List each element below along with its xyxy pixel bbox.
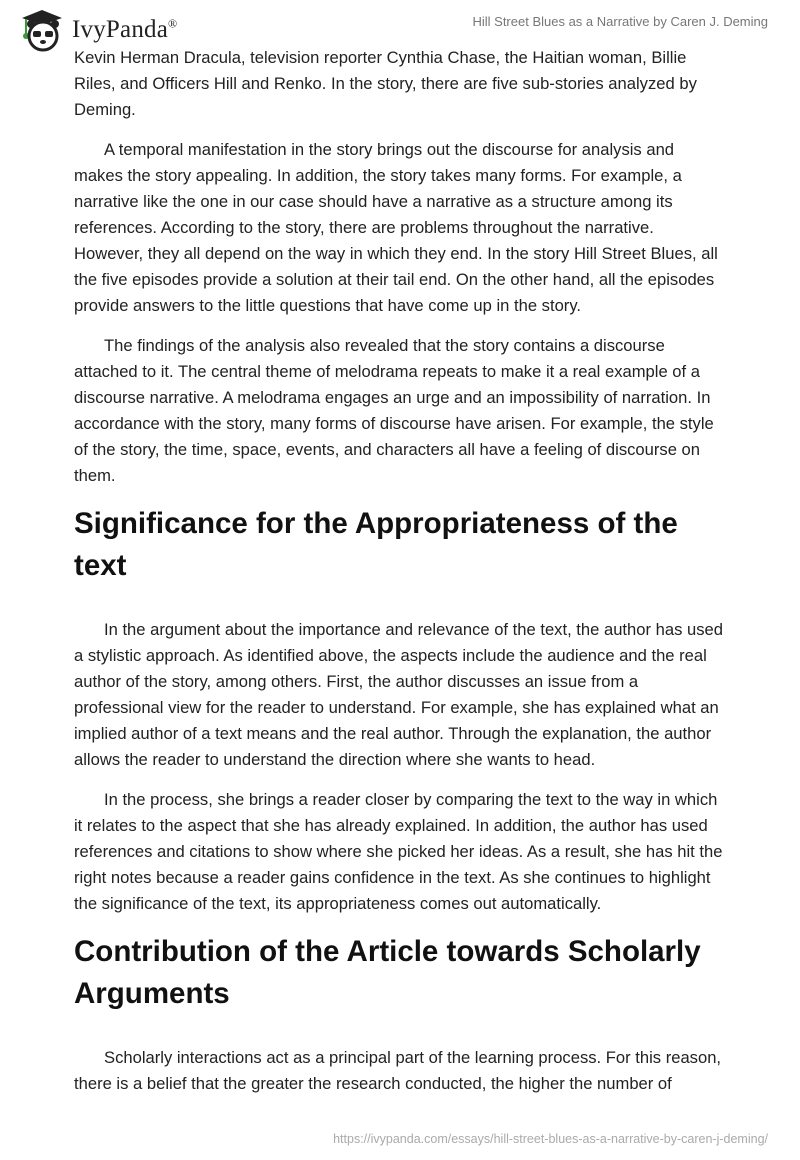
page-header <box>0 0 800 50</box>
section-heading: Significance for the Appropriateness of the text <box>74 507 678 582</box>
section-heading: Contribution of the Article towards Scholarly Arguments <box>74 935 701 1010</box>
paragraph: Scholarly interactions act as a principal part of the learning process. For this reason, there is a belief that the greater the research conducted, the higher the number of <box>74 1048 722 1093</box>
brand-name: IvyPanda® <box>72 16 178 43</box>
essay-body <box>74 45 724 1111</box>
paragraph: A temporal manifestation in the story brings out the discourse for analysis and makes the story appealing. In addition, the story takes many forms. For example, a narrative like the one in our case should have a narrative as a structure among its references. According to the story, there are problems throughout the narrative. However, they all depend on the way in which they end. In the story Hill Street Blues, all the five episodes provide a solution at their tail end. On the other hand, all the episodes provide answers to the little questions that have come up in the story. <box>74 140 718 315</box>
paragraph: In the process, she brings a reader closer by comparing the text to the way in which it relates to the aspect that she has already explained. In addition, the author has used references and citations to show where she picked her ideas. As a result, she has hit the right notes because a reader gains confidence in the text. As she continues to highlight the significance of the text, its appropriateness comes out automatically. <box>74 790 723 913</box>
panda-graduate-icon <box>18 8 66 52</box>
document-title: Hill Street Blues as a Narrative by Caren J. Deming <box>472 14 768 29</box>
paragraph: In the argument about the importance and relevance of the text, the author has used a stylistic approach. As identified above, the aspects include the audience and the real author of the story, among others. First, the author discusses an issue from a professional view for the reader to understand. For example, she has explained what an implied author of a text means and the real author. Through the explanation, the author allows the reader to understand the direction where she wants to head. <box>74 620 723 769</box>
paragraph: Kevin Herman Dracula, television reporter Cynthia Chase, the Haitian woman, Billie Riles, and Officers Hill and Renko. In the story, there are five sub-stories analyzed by Deming. <box>74 48 697 119</box>
source-url[interactable]: https://ivypanda.com/essays/hill-street-blues-as-a-narrative-by-caren-j-deming/ <box>333 1132 768 1146</box>
paragraph: The findings of the analysis also revealed that the story contains a discourse attached to it. The central theme of melodrama repeats to make it a real example of a discourse narrative. A melodrama engages an urge and an impossibility of narration. In accordance with the story, many forms of discourse have arisen. For example, the style of the story, the time, space, events, and characters all have a feeling of discourse on them. <box>74 336 714 485</box>
